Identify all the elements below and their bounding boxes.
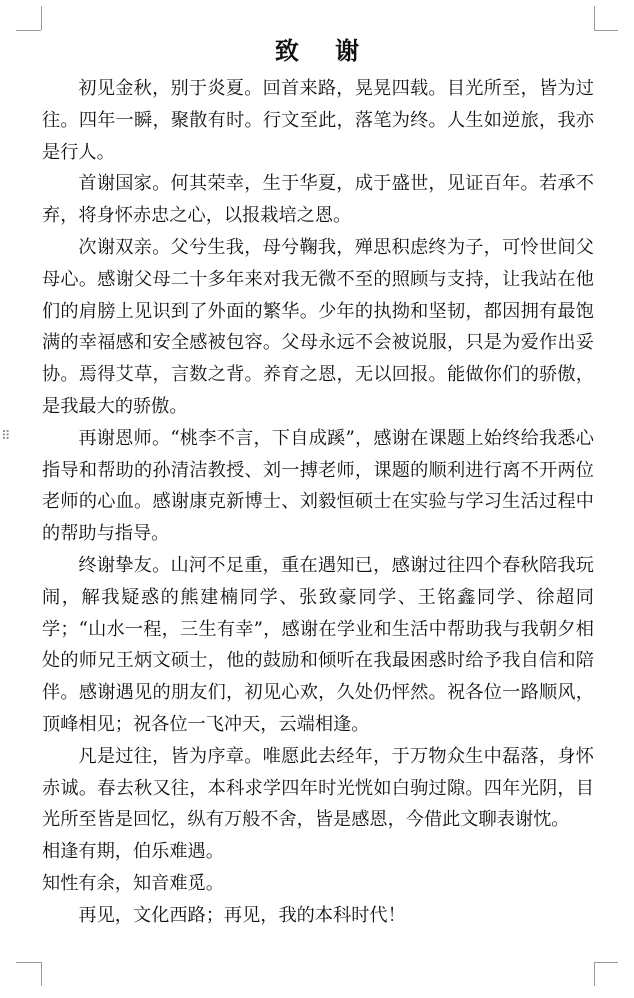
page-title: 致 谢 [274,36,374,65]
paragraph-farewell: 再见，文化西路；再见，我的本科时代！ [78,904,406,926]
document-body[interactable] [42,73,594,932]
paragraph-parents: 次谢双亲。父兮生我，母兮鞠我，殚思积虑终为子，可怜世间父母心。感谢父母二十多年来对我无微不至的照顾与支持，让我站在他们的肩膀上见识到了外面的繁华。少年的执拗和坚韧，都因拥有最饱满的幸福感和安全感被包容。父母永远不会被说服，只是为爱作出妥协。焉得艾草，言数之背。养育之恩，无以回报。能做你们的骄傲，是我最大的骄傲。 [42,236,594,417]
closing-line-2: 知性有余，知音难觅。 [42,872,224,894]
crop-mark-bottom-right [594,962,618,963]
paragraph-closing: 凡是过往，皆为序章。唯愿此去经年，于万物众生中磊落，身怀赤诚。春去秋又往，本科求学四年时光恍如白驹过隙。四年光阴，目光所至皆是回忆，纵有万般不舍，皆是感恩，今借此文聊表谢忱。 [42,745,594,831]
crop-mark-bottom-left-vertical [41,962,42,986]
crop-mark-bottom-right-vertical [594,962,595,986]
paragraph-teachers: 再谢恩师。“桃李不言，下自成蹊”，感谢在课题上始终给我悉心指导和帮助的孙清洁教授、刘一搏老师，课题的顺利进行离不开两位老师的心血。感谢康克新博士、刘毅恒硕士在实验与学习生活过程中的帮助与指导。 [42,427,594,545]
drag-handle-icon[interactable]: ⠿ [1,429,9,444]
crop-mark-top-left-vertical [41,6,42,30]
crop-mark-bottom-left [16,962,41,963]
crop-mark-top-right-vertical [594,6,595,30]
paragraph-opening: 初见金秋，别于炎夏。回首来路，晃晃四载。目光所至，皆为过往。四年一瞬，聚散有时。行文至此，落笔为终。人生如逆旅，我亦是行人。 [42,78,594,163]
paragraph-friends: 终谢挚友。山河不足重，重在遇知已，感谢过往四个春秋陪我玩闹，解我疑惑的熊建楠同学、张致豪同学、王铭鑫同学、徐超同学；“山水一程，三生有幸”，感谢在学业和生活中帮助我与我朝夕相处的师兄王炳文硕士，他的鼓励和倾听在我最困惑时给予我自信和陪伴。感谢遇见的朋友们，初见心欢，久处仍怦然。祝各位一路顺风，顶峰相见；祝各位一飞冲天，云端相逢。 [42,554,594,735]
paragraph-country: 首谢国家。何其荣幸，生于华夏，成于盛世，见证百年。若承不弃，将身怀赤忠之心，以报栽培之恩。 [42,173,594,227]
closing-line-1: 相逢有期，伯乐难遇。 [42,841,224,863]
crop-mark-top-left [16,30,41,31]
crop-mark-top-right [594,30,618,31]
